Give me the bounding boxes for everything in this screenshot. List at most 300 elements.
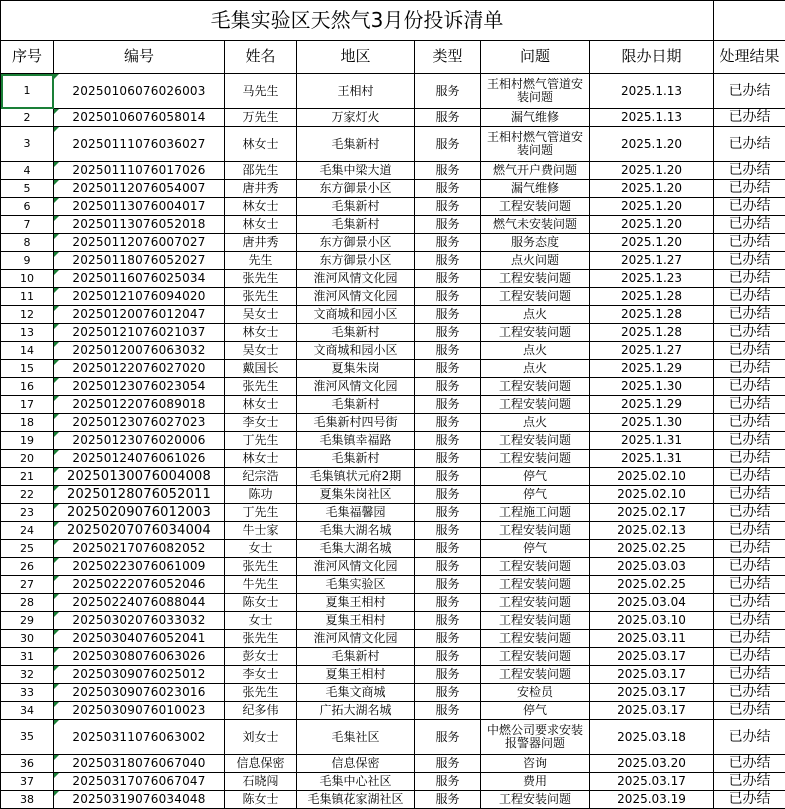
cell-seq[interactable]: 1 (1, 74, 54, 109)
cell-result[interactable]: 已办结 (714, 540, 785, 558)
cell-issue[interactable]: 工程安装问题 (481, 558, 590, 576)
cell-code[interactable]: 20250113076004017 (54, 198, 225, 216)
cell-code[interactable]: 20250123076023054 (54, 378, 225, 396)
cell-seq[interactable]: 21 (1, 468, 54, 486)
cell-issue[interactable]: 工程安装问题 (481, 432, 590, 450)
cell-deadline[interactable]: 2025.1.20 (590, 127, 714, 162)
cell-deadline[interactable]: 2025.02.13 (590, 522, 714, 540)
cell-issue[interactable]: 停气 (481, 486, 590, 504)
cell-result[interactable]: 已办结 (714, 773, 785, 791)
cell-code[interactable]: 20250309076023016 (54, 684, 225, 702)
cell-name[interactable]: 唐井秀 (225, 180, 297, 198)
cell-type[interactable]: 服务 (415, 684, 481, 702)
cell-area[interactable]: 淮河风情文化园 (297, 378, 415, 396)
cell-type[interactable]: 服务 (415, 702, 481, 720)
cell-name[interactable]: 邵先生 (225, 162, 297, 180)
cell-seq[interactable]: 27 (1, 576, 54, 594)
cell-name[interactable]: 吴女士 (225, 306, 297, 324)
cell-type[interactable]: 服务 (415, 594, 481, 612)
cell-area[interactable]: 夏集朱岗 (297, 360, 415, 378)
cell-code[interactable]: 20250113076052018 (54, 216, 225, 234)
cell-type[interactable]: 服务 (415, 558, 481, 576)
cell-issue[interactable]: 咨询 (481, 755, 590, 773)
cell-code[interactable]: 20250217076082052 (54, 540, 225, 558)
cell-deadline[interactable]: 2025.1.30 (590, 378, 714, 396)
cell-issue[interactable]: 工程安装问题 (481, 648, 590, 666)
cell-issue[interactable]: 点火 (481, 414, 590, 432)
cell-area[interactable]: 毛集新村 (297, 450, 415, 468)
cell-code[interactable]: 20250111076036027 (54, 127, 225, 162)
cell-deadline[interactable]: 2025.1.31 (590, 450, 714, 468)
cell-seq[interactable]: 30 (1, 630, 54, 648)
cell-result[interactable]: 已办结 (714, 216, 785, 234)
cell-type[interactable]: 服务 (415, 720, 481, 755)
cell-issue[interactable]: 停气 (481, 540, 590, 558)
cell-code[interactable]: 20250223076061009 (54, 558, 225, 576)
cell-area[interactable]: 毛集大湖名城 (297, 522, 415, 540)
cell-area[interactable]: 信息保密 (297, 755, 415, 773)
cell-name[interactable]: 林女士 (225, 127, 297, 162)
cell-area[interactable]: 毛集新村四号街 (297, 414, 415, 432)
header-type[interactable]: 类型 (415, 41, 481, 74)
cell-seq[interactable]: 6 (1, 198, 54, 216)
cell-type[interactable]: 服务 (415, 773, 481, 791)
cell-result[interactable]: 已办结 (714, 270, 785, 288)
cell-code[interactable]: 20250111076017026 (54, 162, 225, 180)
cell-seq[interactable]: 20 (1, 450, 54, 468)
cell-area[interactable]: 夏集王相村 (297, 666, 415, 684)
cell-deadline[interactable]: 2025.1.28 (590, 306, 714, 324)
cell-type[interactable]: 服务 (415, 576, 481, 594)
cell-seq[interactable]: 26 (1, 558, 54, 576)
cell-name[interactable]: 张先生 (225, 288, 297, 306)
cell-issue[interactable]: 燃气未安装问题 (481, 216, 590, 234)
cell-deadline[interactable]: 2025.03.19 (590, 791, 714, 809)
cell-seq[interactable]: 13 (1, 324, 54, 342)
cell-type[interactable]: 服务 (415, 486, 481, 504)
cell-area[interactable]: 毛集文商城 (297, 684, 415, 702)
cell-issue[interactable]: 工程安装问题 (481, 666, 590, 684)
cell-issue[interactable]: 服务态度 (481, 234, 590, 252)
cell-code[interactable]: 20250308076063026 (54, 648, 225, 666)
cell-seq[interactable]: 25 (1, 540, 54, 558)
cell-area[interactable]: 毛集社区 (297, 720, 415, 755)
cell-issue[interactable]: 停气 (481, 468, 590, 486)
title-blank-cell[interactable] (714, 1, 785, 41)
cell-result[interactable]: 已办结 (714, 414, 785, 432)
cell-result[interactable]: 已办结 (714, 198, 785, 216)
cell-seq[interactable]: 32 (1, 666, 54, 684)
header-deadline[interactable]: 限办日期 (590, 41, 714, 74)
cell-name[interactable]: 牛先生 (225, 576, 297, 594)
cell-type[interactable]: 服务 (415, 432, 481, 450)
cell-area[interactable]: 毛集大湖名城 (297, 540, 415, 558)
cell-name[interactable]: 张先生 (225, 378, 297, 396)
cell-deadline[interactable]: 2025.02.17 (590, 504, 714, 522)
cell-name[interactable]: 张先生 (225, 270, 297, 288)
cell-code[interactable]: 20250106076026003 (54, 74, 225, 109)
cell-type[interactable]: 服务 (415, 791, 481, 809)
cell-issue[interactable]: 工程安装问题 (481, 198, 590, 216)
cell-type[interactable]: 服务 (415, 450, 481, 468)
cell-seq[interactable]: 8 (1, 234, 54, 252)
cell-code[interactable]: 20250319076034048 (54, 791, 225, 809)
cell-result[interactable]: 已办结 (714, 180, 785, 198)
cell-seq[interactable]: 23 (1, 504, 54, 522)
cell-area[interactable]: 毛集福馨园 (297, 504, 415, 522)
cell-deadline[interactable]: 2025.1.27 (590, 252, 714, 270)
cell-issue[interactable]: 工程安装问题 (481, 576, 590, 594)
cell-result[interactable]: 已办结 (714, 109, 785, 127)
cell-name[interactable]: 刘女士 (225, 720, 297, 755)
cell-deadline[interactable]: 2025.03.03 (590, 558, 714, 576)
cell-result[interactable]: 已办结 (714, 594, 785, 612)
cell-seq[interactable]: 37 (1, 773, 54, 791)
cell-area[interactable]: 淮河风情文化园 (297, 558, 415, 576)
cell-code[interactable]: 20250124076061026 (54, 450, 225, 468)
cell-area[interactable]: 淮河风情文化园 (297, 630, 415, 648)
cell-code[interactable]: 20250121076021037 (54, 324, 225, 342)
cell-seq[interactable]: 22 (1, 486, 54, 504)
cell-result[interactable]: 已办结 (714, 648, 785, 666)
cell-result[interactable]: 已办结 (714, 342, 785, 360)
cell-deadline[interactable]: 2025.03.17 (590, 773, 714, 791)
cell-result[interactable]: 已办结 (714, 702, 785, 720)
cell-code[interactable]: 20250118076052027 (54, 252, 225, 270)
cell-code[interactable]: 20250112076054007 (54, 180, 225, 198)
cell-type[interactable]: 服务 (415, 396, 481, 414)
header-result[interactable]: 处理结果 (714, 41, 785, 74)
cell-type[interactable]: 服务 (415, 360, 481, 378)
cell-code[interactable]: 20250304076052041 (54, 630, 225, 648)
header-name[interactable]: 姓名 (225, 41, 297, 74)
cell-name[interactable]: 张先生 (225, 684, 297, 702)
cell-seq[interactable]: 28 (1, 594, 54, 612)
cell-code[interactable]: 20250122076089018 (54, 396, 225, 414)
cell-issue[interactable]: 工程安装问题 (481, 630, 590, 648)
cell-code[interactable]: 20250302076033032 (54, 612, 225, 630)
cell-area[interactable]: 淮河风情文化园 (297, 288, 415, 306)
cell-seq[interactable]: 31 (1, 648, 54, 666)
cell-name[interactable]: 万先生 (225, 109, 297, 127)
cell-issue[interactable]: 点火 (481, 342, 590, 360)
cell-name[interactable]: 丁先生 (225, 432, 297, 450)
cell-area[interactable]: 广拓大湖名城 (297, 702, 415, 720)
cell-type[interactable]: 服务 (415, 180, 481, 198)
cell-result[interactable]: 已办结 (714, 468, 785, 486)
cell-result[interactable]: 已办结 (714, 252, 785, 270)
cell-issue[interactable]: 点火问题 (481, 252, 590, 270)
cell-deadline[interactable]: 2025.03.17 (590, 666, 714, 684)
cell-deadline[interactable]: 2025.03.11 (590, 630, 714, 648)
cell-code[interactable]: 20250309076010023 (54, 702, 225, 720)
header-seq[interactable]: 序号 (1, 41, 54, 74)
header-issue[interactable]: 问题 (481, 41, 590, 74)
cell-area[interactable]: 毛集镇幸福路 (297, 432, 415, 450)
cell-deadline[interactable]: 2025.02.10 (590, 486, 714, 504)
cell-issue[interactable]: 工程安装问题 (481, 270, 590, 288)
cell-code[interactable]: 20250311076063002 (54, 720, 225, 755)
cell-issue[interactable]: 工程安装问题 (481, 324, 590, 342)
cell-deadline[interactable]: 2025.1.29 (590, 396, 714, 414)
cell-area[interactable]: 王相村 (297, 74, 415, 109)
cell-deadline[interactable]: 2025.03.17 (590, 648, 714, 666)
cell-issue[interactable]: 工程安装问题 (481, 288, 590, 306)
cell-code[interactable]: 20250121076094020 (54, 288, 225, 306)
cell-area[interactable]: 文商城和园小区 (297, 342, 415, 360)
header-code[interactable]: 编号 (54, 41, 225, 74)
cell-seq[interactable]: 14 (1, 342, 54, 360)
cell-type[interactable]: 服务 (415, 612, 481, 630)
cell-type[interactable]: 服务 (415, 74, 481, 109)
cell-code[interactable]: 20250209076012003 (54, 504, 225, 522)
cell-name[interactable]: 林女士 (225, 216, 297, 234)
cell-seq[interactable]: 36 (1, 755, 54, 773)
cell-type[interactable]: 服务 (415, 306, 481, 324)
cell-name[interactable]: 张先生 (225, 630, 297, 648)
cell-issue[interactable]: 燃气开户费问题 (481, 162, 590, 180)
sheet-title[interactable]: 毛集实验区天然气3月份投诉清单 (1, 1, 714, 41)
cell-issue[interactable]: 工程安装问题 (481, 378, 590, 396)
cell-type[interactable]: 服务 (415, 540, 481, 558)
cell-area[interactable]: 夏集朱岗社区 (297, 486, 415, 504)
cell-issue[interactable]: 王相村燃气管道安装问题 (481, 127, 590, 162)
cell-area[interactable]: 毛集新村 (297, 127, 415, 162)
cell-name[interactable]: 丁先生 (225, 504, 297, 522)
cell-deadline[interactable]: 2025.1.20 (590, 198, 714, 216)
cell-issue[interactable]: 工程安装问题 (481, 594, 590, 612)
cell-issue[interactable]: 工程安装问题 (481, 522, 590, 540)
cell-area[interactable]: 万家灯火 (297, 109, 415, 127)
cell-code[interactable]: 20250122076027020 (54, 360, 225, 378)
cell-result[interactable]: 已办结 (714, 162, 785, 180)
cell-result[interactable]: 已办结 (714, 360, 785, 378)
cell-result[interactable]: 已办结 (714, 720, 785, 755)
cell-seq[interactable]: 33 (1, 684, 54, 702)
cell-deadline[interactable]: 2025.1.13 (590, 74, 714, 109)
cell-seq[interactable]: 2 (1, 109, 54, 127)
cell-type[interactable]: 服务 (415, 127, 481, 162)
cell-area[interactable]: 毛集镇花家湖社区 (297, 791, 415, 809)
cell-code[interactable]: 20250106076058014 (54, 109, 225, 127)
cell-deadline[interactable]: 2025.1.20 (590, 162, 714, 180)
cell-issue[interactable]: 安检员 (481, 684, 590, 702)
cell-code[interactable]: 20250128076052011 (54, 486, 225, 504)
cell-code[interactable]: 20250116076025034 (54, 270, 225, 288)
cell-name[interactable]: 彭女士 (225, 648, 297, 666)
cell-area[interactable]: 毛集实验区 (297, 576, 415, 594)
cell-result[interactable]: 已办结 (714, 450, 785, 468)
cell-code[interactable]: 20250120076063032 (54, 342, 225, 360)
cell-result[interactable]: 已办结 (714, 288, 785, 306)
cell-deadline[interactable]: 2025.02.25 (590, 540, 714, 558)
cell-deadline[interactable]: 2025.03.04 (590, 594, 714, 612)
cell-type[interactable]: 服务 (415, 342, 481, 360)
cell-type[interactable]: 服务 (415, 270, 481, 288)
cell-area[interactable]: 毛集新村 (297, 198, 415, 216)
cell-result[interactable]: 已办结 (714, 612, 785, 630)
cell-issue[interactable]: 停气 (481, 702, 590, 720)
cell-deadline[interactable]: 2025.1.28 (590, 288, 714, 306)
cell-seq[interactable]: 3 (1, 127, 54, 162)
cell-area[interactable]: 毛集新村 (297, 216, 415, 234)
cell-name[interactable]: 女士 (225, 612, 297, 630)
cell-seq[interactable]: 35 (1, 720, 54, 755)
cell-seq[interactable]: 12 (1, 306, 54, 324)
cell-name[interactable]: 陈女士 (225, 791, 297, 809)
cell-seq[interactable]: 5 (1, 180, 54, 198)
cell-name[interactable]: 林女士 (225, 324, 297, 342)
cell-result[interactable]: 已办结 (714, 504, 785, 522)
cell-name[interactable]: 张先生 (225, 558, 297, 576)
cell-result[interactable]: 已办结 (714, 324, 785, 342)
cell-code[interactable]: 20250120076012047 (54, 306, 225, 324)
cell-name[interactable]: 唐井秀 (225, 234, 297, 252)
cell-deadline[interactable]: 2025.1.31 (590, 432, 714, 450)
cell-issue[interactable]: 王相村燃气管道安装问题 (481, 74, 590, 109)
cell-code[interactable]: 20250317076067047 (54, 773, 225, 791)
cell-name[interactable]: 马先生 (225, 74, 297, 109)
cell-deadline[interactable]: 2025.1.20 (590, 216, 714, 234)
cell-type[interactable]: 服务 (415, 288, 481, 306)
cell-issue[interactable]: 工程安装问题 (481, 450, 590, 468)
cell-name[interactable]: 石晓闯 (225, 773, 297, 791)
cell-result[interactable]: 已办结 (714, 522, 785, 540)
header-area[interactable]: 地区 (297, 41, 415, 74)
cell-deadline[interactable]: 2025.1.27 (590, 342, 714, 360)
cell-code[interactable]: 20250207076034004 (54, 522, 225, 540)
cell-name[interactable]: 戴国长 (225, 360, 297, 378)
cell-seq[interactable]: 34 (1, 702, 54, 720)
cell-type[interactable]: 服务 (415, 324, 481, 342)
cell-code[interactable]: 20250130076004008 (54, 468, 225, 486)
cell-type[interactable]: 服务 (415, 468, 481, 486)
cell-code[interactable]: 20250309076025012 (54, 666, 225, 684)
cell-type[interactable]: 服务 (415, 162, 481, 180)
cell-deadline[interactable]: 2025.1.23 (590, 270, 714, 288)
cell-type[interactable]: 服务 (415, 378, 481, 396)
cell-issue[interactable]: 工程安装问题 (481, 791, 590, 809)
cell-type[interactable]: 服务 (415, 234, 481, 252)
cell-result[interactable]: 已办结 (714, 234, 785, 252)
cell-name[interactable]: 女士 (225, 540, 297, 558)
cell-type[interactable]: 服务 (415, 252, 481, 270)
cell-issue[interactable]: 点火 (481, 306, 590, 324)
cell-deadline[interactable]: 2025.03.10 (590, 612, 714, 630)
cell-area[interactable]: 文商城和园小区 (297, 306, 415, 324)
cell-area[interactable]: 毛集新村 (297, 648, 415, 666)
cell-code[interactable]: 20250224076088044 (54, 594, 225, 612)
cell-type[interactable]: 服务 (415, 755, 481, 773)
cell-name[interactable]: 纪宗浩 (225, 468, 297, 486)
cell-code[interactable]: 20250123076020006 (54, 432, 225, 450)
cell-deadline[interactable]: 2025.1.29 (590, 360, 714, 378)
cell-result[interactable]: 已办结 (714, 576, 785, 594)
cell-deadline[interactable]: 2025.03.18 (590, 720, 714, 755)
cell-code[interactable]: 20250112076007027 (54, 234, 225, 252)
cell-area[interactable]: 淮河风情文化园 (297, 270, 415, 288)
cell-result[interactable]: 已办结 (714, 127, 785, 162)
cell-issue[interactable]: 漏气维修 (481, 109, 590, 127)
cell-area[interactable]: 毛集镇状元府2期 (297, 468, 415, 486)
cell-area[interactable]: 东方御景小区 (297, 252, 415, 270)
cell-name[interactable]: 信息保密 (225, 755, 297, 773)
cell-seq[interactable]: 4 (1, 162, 54, 180)
cell-seq[interactable]: 10 (1, 270, 54, 288)
cell-deadline[interactable]: 2025.03.17 (590, 684, 714, 702)
cell-issue[interactable]: 工程安装问题 (481, 612, 590, 630)
cell-code[interactable]: 20250123076027023 (54, 414, 225, 432)
cell-name[interactable]: 陈功 (225, 486, 297, 504)
cell-type[interactable]: 服务 (415, 216, 481, 234)
cell-result[interactable]: 已办结 (714, 486, 785, 504)
cell-type[interactable]: 服务 (415, 198, 481, 216)
cell-result[interactable]: 已办结 (714, 791, 785, 809)
cell-area[interactable]: 毛集新村 (297, 324, 415, 342)
cell-issue[interactable]: 中燃公司要求安装报警器问题 (481, 720, 590, 755)
cell-issue[interactable]: 工程施工问题 (481, 504, 590, 522)
cell-deadline[interactable]: 2025.1.13 (590, 109, 714, 127)
cell-name[interactable]: 林女士 (225, 396, 297, 414)
cell-seq[interactable]: 18 (1, 414, 54, 432)
cell-result[interactable]: 已办结 (714, 666, 785, 684)
cell-issue[interactable]: 费用 (481, 773, 590, 791)
cell-issue[interactable]: 工程安装问题 (481, 396, 590, 414)
cell-issue[interactable]: 漏气维修 (481, 180, 590, 198)
cell-seq[interactable]: 17 (1, 396, 54, 414)
cell-area[interactable]: 毛集中心社区 (297, 773, 415, 791)
cell-type[interactable]: 服务 (415, 630, 481, 648)
cell-deadline[interactable]: 2025.02.10 (590, 468, 714, 486)
cell-deadline[interactable]: 2025.1.20 (590, 180, 714, 198)
cell-name[interactable]: 先生 (225, 252, 297, 270)
cell-result[interactable]: 已办结 (714, 630, 785, 648)
cell-type[interactable]: 服务 (415, 414, 481, 432)
cell-result[interactable]: 已办结 (714, 755, 785, 773)
cell-seq[interactable]: 24 (1, 522, 54, 540)
cell-name[interactable]: 李女士 (225, 666, 297, 684)
cell-result[interactable]: 已办结 (714, 378, 785, 396)
cell-result[interactable]: 已办结 (714, 432, 785, 450)
cell-type[interactable]: 服务 (415, 648, 481, 666)
cell-area[interactable]: 毛集新村 (297, 396, 415, 414)
cell-name[interactable]: 牛士家 (225, 522, 297, 540)
cell-result[interactable]: 已办结 (714, 396, 785, 414)
cell-result[interactable]: 已办结 (714, 684, 785, 702)
cell-code[interactable]: 20250318076067040 (54, 755, 225, 773)
cell-type[interactable]: 服务 (415, 504, 481, 522)
cell-name[interactable]: 陈女士 (225, 594, 297, 612)
cell-name[interactable]: 吴女士 (225, 342, 297, 360)
cell-area[interactable]: 夏集王相村 (297, 612, 415, 630)
cell-seq[interactable]: 9 (1, 252, 54, 270)
cell-area[interactable]: 毛集中梁大道 (297, 162, 415, 180)
cell-deadline[interactable]: 2025.03.20 (590, 755, 714, 773)
cell-area[interactable]: 东方御景小区 (297, 234, 415, 252)
cell-type[interactable]: 服务 (415, 522, 481, 540)
cell-area[interactable]: 东方御景小区 (297, 180, 415, 198)
cell-name[interactable]: 林女士 (225, 198, 297, 216)
cell-seq[interactable]: 15 (1, 360, 54, 378)
cell-deadline[interactable]: 2025.1.20 (590, 234, 714, 252)
cell-name[interactable]: 李女士 (225, 414, 297, 432)
cell-result[interactable]: 已办结 (714, 74, 785, 109)
cell-deadline[interactable]: 2025.03.17 (590, 702, 714, 720)
cell-area[interactable]: 夏集王相村 (297, 594, 415, 612)
cell-name[interactable]: 纪多伟 (225, 702, 297, 720)
cell-seq[interactable]: 29 (1, 612, 54, 630)
cell-seq[interactable]: 7 (1, 216, 54, 234)
